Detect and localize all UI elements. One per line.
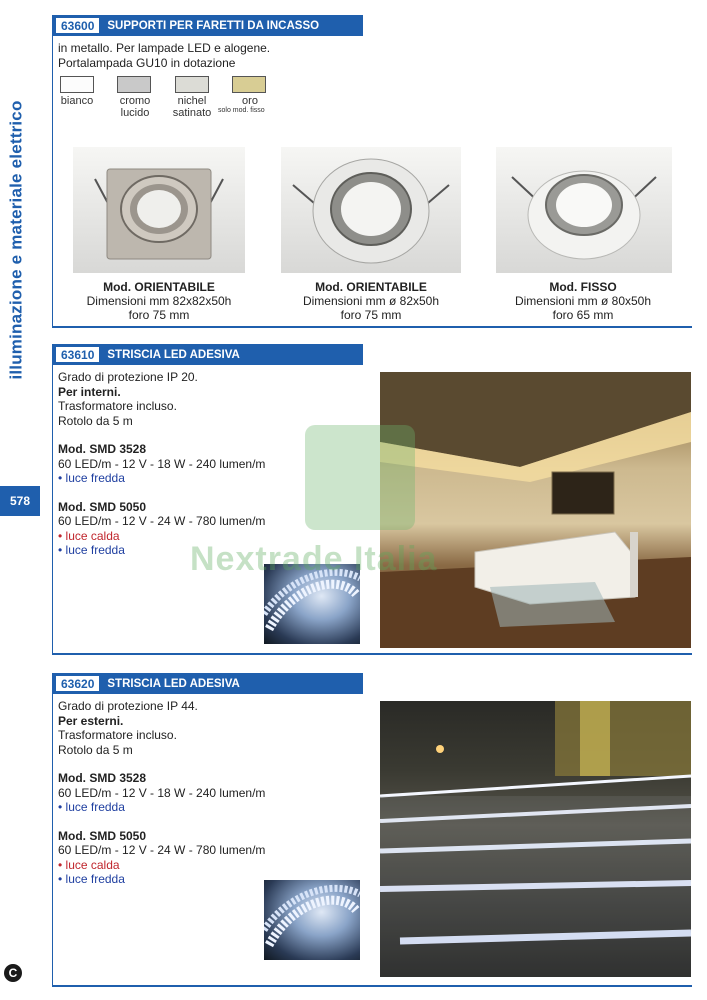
section-63620 xyxy=(52,673,692,987)
led-strip-roll-image xyxy=(264,880,360,960)
section-description xyxy=(58,370,265,558)
section-header xyxy=(53,673,363,694)
transformer-note: Trasformatore incluso. xyxy=(58,399,177,413)
section-title: STRISCIA LED ADESIVA xyxy=(107,348,240,361)
model-spec: 60 LED/m - 12 V - 24 W - 780 lumen/m xyxy=(58,843,266,857)
product-photo-round-tilt xyxy=(281,147,461,273)
product-hole: foro 75 mm xyxy=(340,308,402,322)
swatch-nickel xyxy=(175,76,209,93)
watermark-text: Nextrade Italia xyxy=(190,540,438,578)
description-line: in metallo. Per lampade LED e alogene. xyxy=(58,41,271,55)
swatch-note: solo mod. fisso xyxy=(218,107,265,114)
swatch-label: cromo lucido xyxy=(119,95,151,119)
model-name: Mod. SMD 5050 xyxy=(58,499,147,514)
model-name: Mod. SMD 3528 xyxy=(58,442,147,456)
page-number-tab: 578 xyxy=(0,486,40,516)
light-option: • luce fredda xyxy=(58,471,125,485)
section-description xyxy=(58,699,265,887)
section-description xyxy=(58,41,270,70)
swatch-white xyxy=(60,76,94,93)
product-code: 63610 xyxy=(55,346,100,363)
swatch-gold xyxy=(232,76,266,93)
light-option: • luce fredda xyxy=(58,800,125,814)
sidebar-category-title xyxy=(2,60,32,420)
product-hole: foro 75 mm xyxy=(128,308,190,322)
product-caption xyxy=(271,280,471,322)
roll-length: Rotolo da 5 m xyxy=(58,413,133,428)
section-63600 xyxy=(52,15,692,328)
section-title: STRISCIA LED ADESIVA xyxy=(107,677,240,690)
section-header xyxy=(53,15,363,36)
protection-grade: Grado di protezione IP 44. xyxy=(58,699,198,713)
product-caption xyxy=(483,280,683,322)
usage-type: Per interni. xyxy=(58,384,121,399)
product-hole: foro 65 mm xyxy=(552,308,614,322)
transformer-note: Trasformatore incluso. xyxy=(58,728,177,742)
roll-length: Rotolo da 5 m xyxy=(58,742,133,757)
product-code: 63600 xyxy=(55,17,100,34)
sidebar-title-text: illuminazione e materiale elettrico xyxy=(7,100,26,380)
product-photo-square xyxy=(73,147,245,273)
section-header xyxy=(53,344,363,365)
product-code: 63620 xyxy=(55,675,100,692)
light-option: • luce fredda xyxy=(58,543,125,557)
corner-logo-icon: C xyxy=(4,964,22,982)
light-option: • luce fredda xyxy=(58,872,125,886)
round-fixed-fixture-image xyxy=(496,147,672,273)
product-dimensions: Dimensioni mm ø 82x50h xyxy=(302,294,440,308)
product-dimensions: Dimensioni mm 82x82x50h xyxy=(86,294,232,308)
led-strip-thumbnail xyxy=(264,880,360,960)
model-name: Mod. SMD 5050 xyxy=(58,828,147,843)
outdoor-led-steps-image xyxy=(380,701,691,977)
living-room-image xyxy=(380,372,691,648)
interior-room-photo xyxy=(380,372,691,648)
product-model: Mod. ORIENTABILE xyxy=(103,280,215,294)
description-line: Portalampada GU10 in dotazione xyxy=(58,55,236,70)
product-model: Mod. ORIENTABILE xyxy=(315,280,427,294)
swatch-label: bianco xyxy=(60,95,94,107)
swatch-label: oro xyxy=(242,95,258,107)
section-title: SUPPORTI PER FARETTI DA INCASSO xyxy=(107,19,320,32)
light-option: • luce calda xyxy=(58,857,120,872)
usage-type: Per esterni. xyxy=(58,713,124,728)
model-spec: 60 LED/m - 12 V - 24 W - 780 lumen/m xyxy=(58,514,266,528)
product-dimensions: Dimensioni mm ø 80x50h xyxy=(514,294,652,308)
model-spec: 60 LED/m - 12 V - 18 W - 240 lumen/m xyxy=(58,456,266,471)
round-tilt-fixture-image xyxy=(281,147,461,273)
swatch-chrome xyxy=(117,76,151,93)
product-model: Mod. FISSO xyxy=(549,280,617,294)
product-caption xyxy=(59,280,259,322)
product-photo-round-fixed xyxy=(496,147,672,273)
square-fixture-image xyxy=(73,147,245,273)
swatch-label: nichel satinato xyxy=(172,95,212,119)
light-option: • luce calda xyxy=(58,528,120,543)
protection-grade: Grado di protezione IP 20. xyxy=(58,370,198,384)
watermark-tree-logo-icon xyxy=(305,425,415,530)
outdoor-steps-photo xyxy=(380,701,691,977)
model-name: Mod. SMD 3528 xyxy=(58,771,147,785)
model-spec: 60 LED/m - 12 V - 18 W - 240 lumen/m xyxy=(58,785,266,800)
